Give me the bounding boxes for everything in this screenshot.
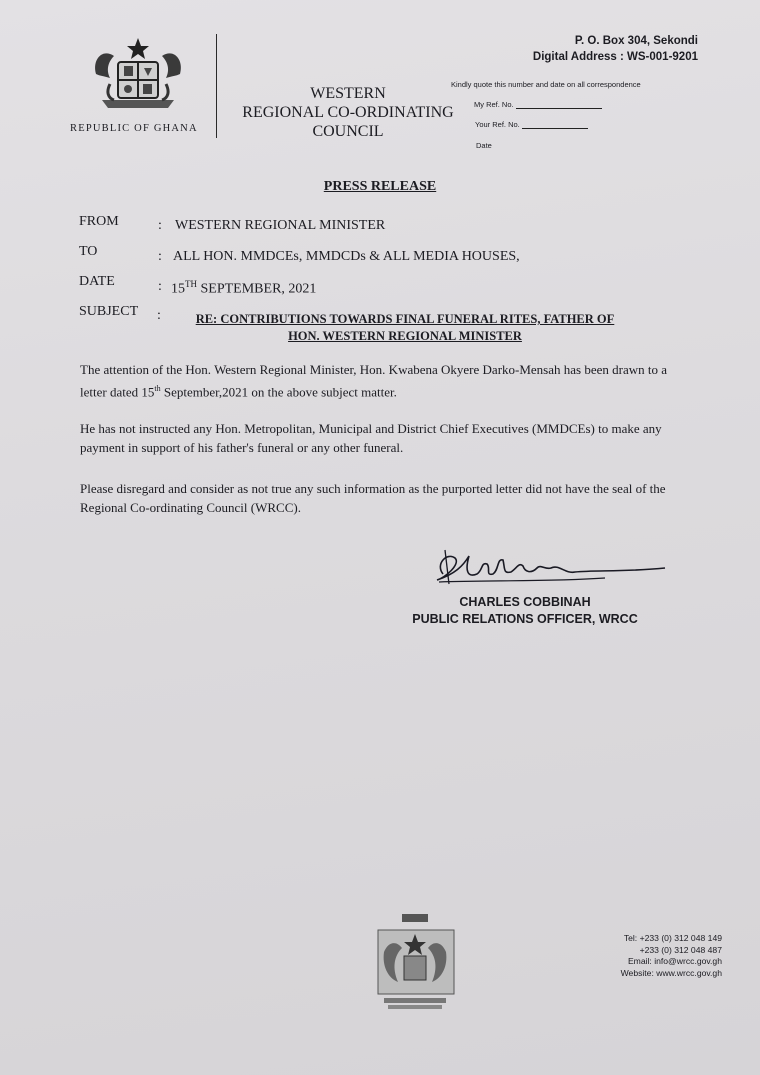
subject-colon: : (157, 308, 161, 323)
to-label: TO (79, 244, 98, 259)
telephone-2: +233 (0) 312 048 487 (639, 944, 722, 955)
from-label: FROM (79, 214, 119, 229)
email: Email: info@wrcc.gov.gh (627, 956, 722, 966)
date-suffix: TH (185, 279, 197, 289)
subject-line-1: RE: CONTRIBUTIONS TOWARDS FINAL FUNERAL RITES, FATHER OF (195, 312, 615, 326)
my-ref-row (474, 100, 602, 109)
your-ref-label: Your Ref. No. (475, 120, 520, 129)
paragraph-1-text-b: September,2021 on the above subject matter. (160, 384, 397, 400)
paragraph-2: He has not instructed any Hon. Metropolitan, Municipal and District Chief Executives (MMDCEs) to make any payment in support of his father's funeral or any other funeral. (80, 421, 662, 455)
council-name (224, 84, 472, 141)
council-line-2: REGIONAL CO-ORDINATING (242, 104, 454, 121)
to-value: ALL HON. MMDCEs, MMDCDs & ALL MEDIA HOUSES, (173, 249, 520, 264)
paragraph-3: Please disregard and consider as not true any such information as the purported letter did not have the seal of the Regional Co-ordinating Council (WRCC). (80, 481, 666, 515)
signatory-name: CHARLES COBBINAH (459, 595, 591, 609)
digital-address: Digital Address : WS-001-9201 (532, 51, 698, 63)
to-colon: : (158, 249, 162, 264)
your-ref-line (522, 120, 588, 129)
signatory-title: PUBLIC RELATIONS OFFICER, WRCC (412, 612, 638, 626)
quote-note: Kindly quote this number and date on all correspondence (451, 80, 641, 89)
date-label: Date (476, 141, 492, 150)
from-value: WESTERN REGIONAL MINISTER (175, 218, 386, 233)
paragraph-1 (80, 360, 676, 401)
date-day: 15 (171, 281, 185, 297)
paragraph-1-text-a: The attention of the Hon. Western Regional Minister, Hon. Kwabena Okyere Darko-Mensah has been drawn to a letter dated 15 (80, 362, 667, 400)
your-ref-row (475, 120, 588, 129)
signature (425, 544, 670, 594)
council-stamp-icon (374, 912, 456, 1012)
date-colon: : (158, 279, 162, 294)
date-row-label: DATE (79, 274, 115, 289)
council-line-3: COUNCIL (312, 123, 384, 140)
header-divider (216, 34, 217, 138)
address-block (490, 33, 698, 65)
subject-label: SUBJECT (79, 304, 139, 319)
po-box: P. O. Box 304, Sekondi (574, 35, 698, 47)
contact-block (560, 933, 722, 979)
paragraph-1-sup: th (154, 384, 161, 393)
coat-of-arms-icon (88, 34, 188, 118)
date-rest: SEPTEMBER, 2021 (197, 281, 317, 297)
website: Website: www.wrcc.gov.gh (620, 967, 722, 978)
date-value (171, 279, 316, 298)
my-ref-line (516, 100, 602, 109)
republic-label: REPUBLIC OF GHANA (70, 123, 198, 134)
signatory-block (400, 594, 650, 628)
telephone-1: Tel: +233 (0) 312 048 149 (623, 933, 722, 943)
council-line-1: WESTERN (310, 85, 386, 102)
subject-value (170, 311, 640, 345)
my-ref-label: My Ref. No. (474, 100, 514, 109)
from-colon: : (158, 218, 162, 233)
subject-line-2: HON. WESTERN REGIONAL MINISTER (288, 329, 522, 343)
page-title: PRESS RELEASE (323, 179, 437, 194)
